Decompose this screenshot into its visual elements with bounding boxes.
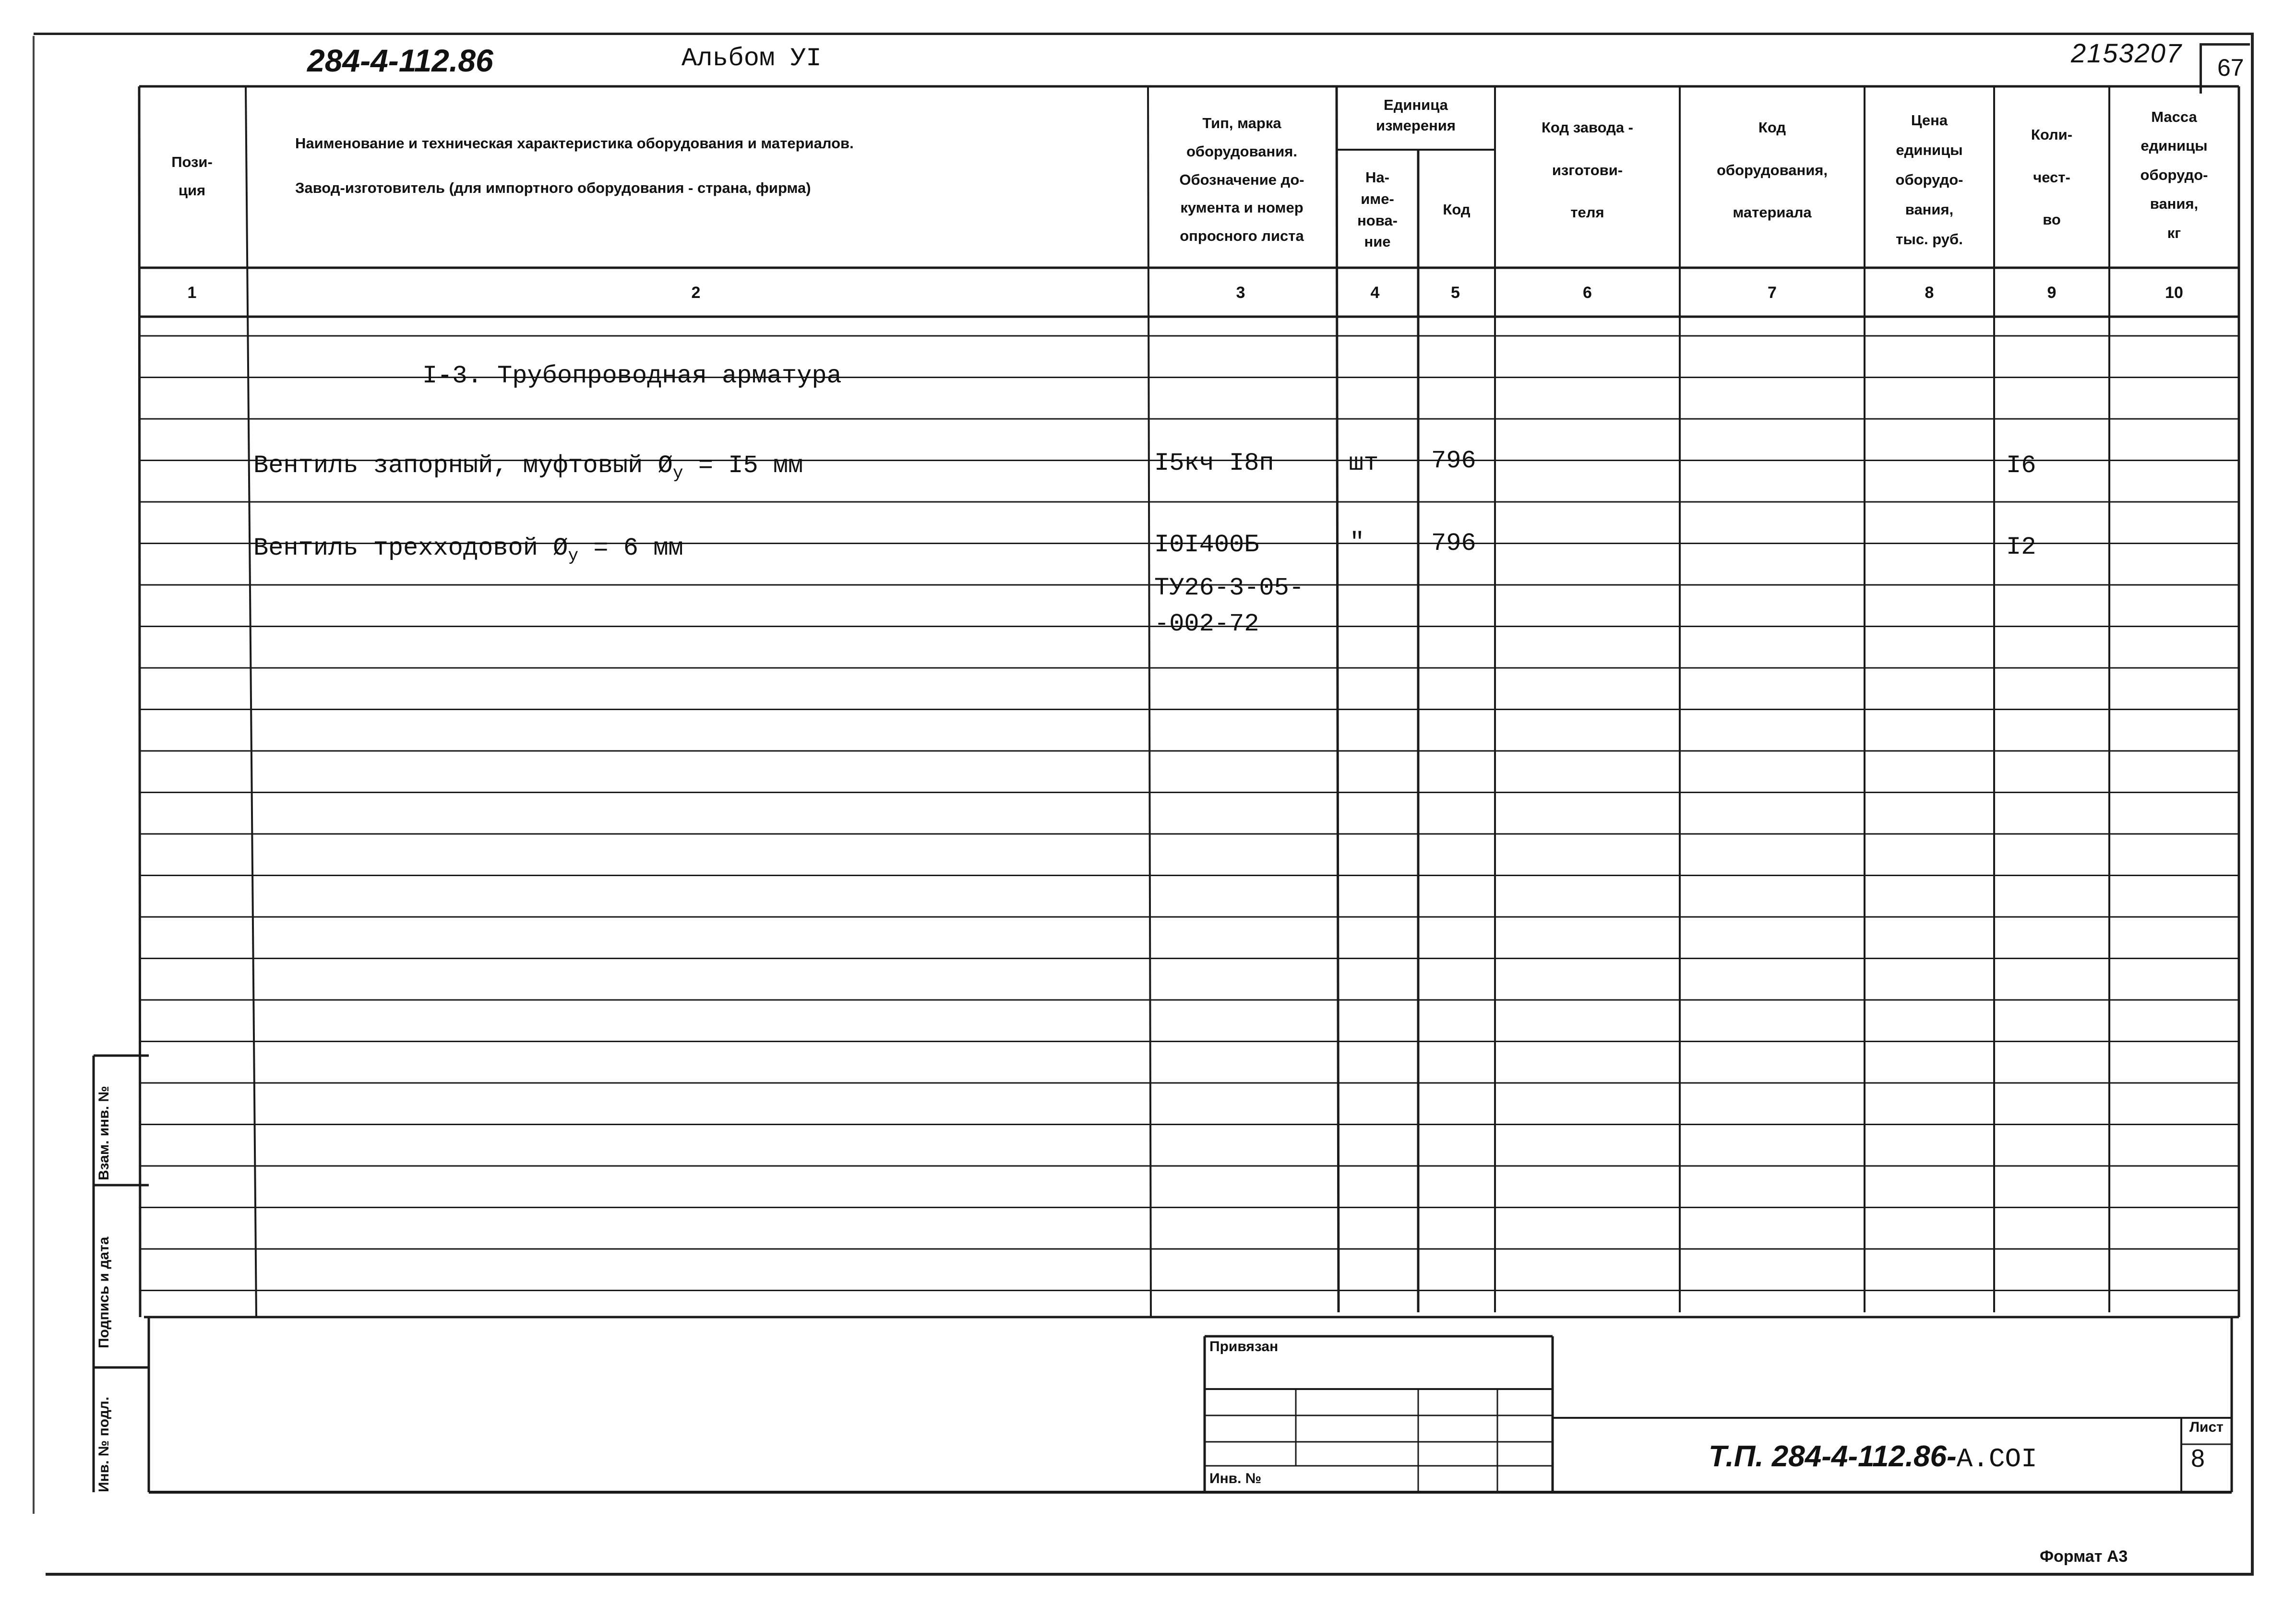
side-label-inv-vzam: Взам. инв. №: [96, 1086, 112, 1180]
section-title: I-3. Трубопроводная арматура: [422, 362, 842, 390]
header-unit-code: Код: [1443, 201, 1471, 218]
column-number-1: 1: [187, 283, 197, 302]
side-label-inv-podl: Инв. № подл.: [96, 1396, 112, 1492]
diameter-subscript: у: [568, 546, 579, 566]
header-unit-name: На- име- нова- ние: [1357, 168, 1398, 250]
header-unit-group: Единица измерения: [1376, 96, 1456, 134]
item-1-unit-code: 796: [1431, 447, 1476, 475]
header-quantity: Коли- чест- во: [2031, 126, 2073, 228]
sheet-number: 8: [2191, 1445, 2205, 1473]
page-number: 67: [2217, 54, 2244, 81]
col-sep-1: [246, 86, 256, 1317]
header-position: Пози- ция: [171, 153, 213, 199]
item-2-name-text: Вентиль трехходовой: [253, 534, 538, 562]
stamp-designation-suffix: А.СОI: [1956, 1444, 2037, 1474]
item-1-type: I5кч I8п: [1154, 449, 1274, 477]
side-label-signature-date: Подпись и дата: [96, 1236, 112, 1348]
item-1-name-text: Вентиль запорный, муфтовый: [253, 451, 643, 480]
column-number-8: 8: [1925, 283, 1934, 302]
item-2-type-line-1: I0I400Б: [1154, 531, 1259, 559]
item-2-quantity: I2: [2006, 533, 2036, 561]
column-number-2: 2: [691, 283, 701, 302]
header-factory-code: Код завода - изготови- теля: [1541, 119, 1633, 221]
diameter-subscript: у: [672, 463, 683, 483]
format-label: Формат А3: [2040, 1547, 2128, 1566]
document-code: 284-4-112.86: [307, 43, 493, 78]
item-2-name: [253, 536, 683, 565]
item-2-unit: ": [1350, 528, 1365, 557]
column-number-4: 4: [1370, 283, 1380, 302]
diameter-symbol: Ø: [553, 534, 568, 562]
table-left-border: [139, 86, 140, 1317]
stamp-designation: [1709, 1439, 2037, 1474]
item-2-unit-code: 796: [1431, 529, 1476, 558]
column-number-5: 5: [1451, 283, 1460, 302]
column-number-7: 7: [1768, 283, 1777, 302]
col-sep-3: [1337, 86, 1339, 1312]
header-name: Наименование и техническая характеристика оборудования и материалов. Завод-изготовитель (для импортного оборудования - страна, фирма): [295, 135, 854, 196]
header-mass: Масса единицы оборудо- вания, кг: [2140, 108, 2208, 241]
sheet-label: Лист: [2189, 1419, 2224, 1435]
item-2-type-line-3: -002-72: [1154, 610, 1259, 638]
column-number-6: 6: [1583, 283, 1592, 302]
stamp-number: 2153207: [2071, 38, 2183, 68]
col-sep-2: [1148, 86, 1151, 1317]
column-number-3: 3: [1236, 283, 1245, 302]
album-label: Альбом УI: [682, 44, 822, 73]
item-1-unit: шт: [1349, 449, 1379, 477]
header-type: Тип, марка оборудования. Обозначение до- кумента и номер опросного листа: [1179, 114, 1304, 245]
column-number-10: 10: [2165, 283, 2183, 302]
stamp-designation-prefix: Т.П. 284-4-112.86-: [1709, 1440, 1957, 1473]
stamp-privyazan: Привязан: [1209, 1339, 1279, 1354]
item-1-name: [253, 453, 803, 482]
header-equipment-code: Код оборудования, материала: [1716, 119, 1828, 221]
diameter-symbol: Ø: [658, 451, 673, 480]
header-price: Цена единицы оборудо- вания, тыс. руб.: [1895, 112, 1963, 248]
item-1-quantity: I6: [2006, 451, 2036, 480]
item-1-diameter: = I5 мм: [683, 451, 803, 480]
column-number-9: 9: [2047, 283, 2057, 302]
stamp-inv-no: Инв. №: [1209, 1471, 1262, 1486]
item-2-diameter: = 6 мм: [578, 534, 683, 562]
item-2-type-line-2: ТУ26-3-05-: [1154, 574, 1304, 602]
